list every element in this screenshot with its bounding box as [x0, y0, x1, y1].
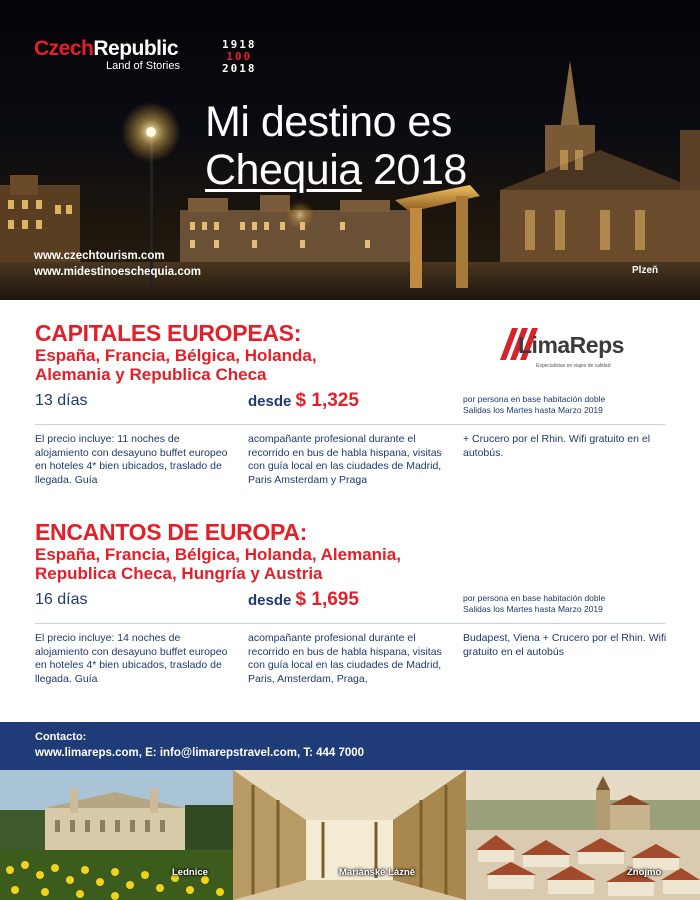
divider [35, 424, 665, 425]
limareps-name: LimaReps [518, 332, 624, 358]
hero-title-year: 2018 [373, 146, 467, 194]
czechtourism-link[interactable]: www.czechtourism.com [34, 250, 165, 262]
logo-czech-text: Czech [34, 37, 94, 60]
photo-znojmo [466, 770, 700, 900]
centenary-start-year: 1918 [222, 38, 257, 51]
price-prefix: desde [248, 393, 292, 410]
package-encantos-de-europa [35, 519, 665, 702]
package-countries-line1: España, Francia, Bélgica, Holanda, [35, 346, 317, 365]
midestino-link[interactable]: www.midestinoeschequia.com [34, 266, 202, 278]
package-capitales-europeas [35, 320, 665, 503]
limareps-tagline: Especialistas en viajes de calidad [536, 363, 611, 369]
description-col1: El precio incluye: 14 noches de alojamiento con desayuno buffet europeo en hoteles 4* bien ubicados, traslado de llegada. Guía [35, 632, 228, 685]
package-price [248, 390, 359, 412]
package-price-row [35, 589, 665, 619]
package-countries-line1: España, Francia, Bélgica, Holanda, Alemania, [35, 545, 401, 564]
photo-caption: Znojmo [627, 867, 662, 878]
logo-republic-text: Republic [93, 37, 179, 60]
note-line1: por persona en base habitación doble [463, 394, 606, 404]
hero-urls [34, 248, 201, 280]
centenary-number: 100 [226, 50, 253, 63]
divider [35, 623, 665, 624]
hero-title [205, 98, 467, 194]
note-line2: Salidas los Martes hasta Marzo 2019 [463, 604, 603, 614]
contact-details[interactable]: www.limareps.com, E: info@limarepstravel.com, T: 444 7000 [35, 747, 365, 759]
centenary-badge [222, 39, 257, 75]
hero-title-chequia: Chequia [205, 146, 362, 194]
description-col3: Budapest, Viena + Crucero por el Rhin. Wifi gratuito en el autobús [463, 632, 667, 658]
photo-lednice [0, 770, 233, 900]
description-col2: acompañante profesional durante el recorrido en bus de habla hispana, visitas con guía local en las ciudades de Madrid, Paris Amsterdam y Praga [248, 433, 442, 486]
contact-label: Contacto: [35, 731, 87, 743]
description-col1: El precio incluye: 11 noches de alojamiento con desayuno buffet europeo en hoteles 4* bien ubicados, traslado de llegada. Guía [35, 433, 228, 486]
contact-bar [0, 722, 700, 770]
photo-marianske-lazne [233, 770, 466, 900]
price-amount: $ 1,695 [295, 589, 359, 610]
photo-caption: Lednice [172, 867, 208, 878]
package-price [248, 589, 359, 611]
note-line1: por persona en base habitación doble [463, 593, 606, 603]
znojmo-town-image [466, 770, 700, 900]
hero-title-line2 [205, 146, 467, 194]
czech-republic-logo [34, 38, 178, 59]
note-line2: Salidas los Martes hasta Marzo 2019 [463, 405, 603, 415]
package-countries-line2: Alemania y Republica Checa [35, 365, 267, 384]
package-note [463, 394, 605, 416]
package-title: ENCANTOS DE EUROPA: [35, 519, 308, 545]
package-days: 16 días [35, 591, 88, 608]
hero-title-line1: Mi destino es [205, 98, 452, 146]
hero-banner [0, 0, 700, 300]
photo-strip [0, 770, 700, 900]
package-note [463, 593, 605, 615]
logo-tagline: Land of Stories [106, 60, 180, 72]
description-col2: acompañante profesional durante el recorrido en bus de habla hispana, visitas con guía local en las ciudades de Madrid, Paris, Amsterdam, Praga, [248, 632, 442, 685]
package-countries-line2: Republica Checa, Hungría y Austria [35, 564, 323, 583]
package-title: CAPITALES EUROPEAS: [35, 320, 302, 346]
centenary-end-year: 2018 [222, 62, 257, 75]
colonnade-image [233, 770, 466, 900]
price-prefix: desde [248, 592, 292, 609]
description-col3: + Crucero por el Rhin. Wifi gratuito en el autobús. [463, 433, 651, 459]
package-description [35, 632, 665, 702]
package-days: 13 días [35, 392, 88, 409]
package-description [35, 433, 665, 503]
photo-caption: Mariánské Lázně [339, 867, 416, 878]
hero-place-caption: Plzeň [632, 265, 659, 276]
price-amount: $ 1,325 [295, 390, 359, 411]
lednice-castle-image [0, 770, 233, 900]
package-price-row [35, 390, 665, 420]
